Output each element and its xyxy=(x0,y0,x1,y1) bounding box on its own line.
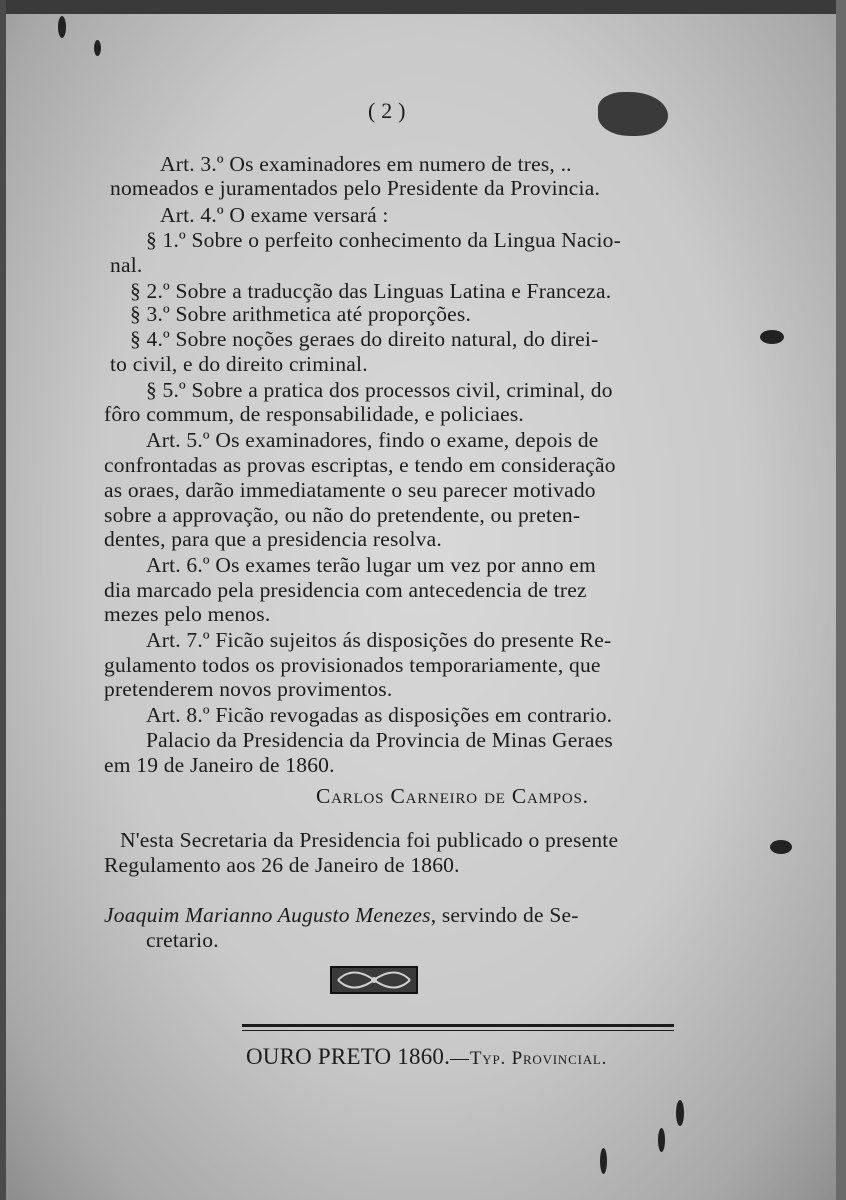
text-line: § 5.º Sobre a pratica dos processos civil, criminal, do xyxy=(146,378,613,402)
ink-blot xyxy=(94,40,101,56)
text-line: § 2.º Sobre a traducção das Linguas Latina e Franceza. xyxy=(130,279,612,303)
ink-blot xyxy=(600,1148,607,1174)
publication-line: Regulamento aos 26 de Janeiro de 1860. xyxy=(104,853,460,877)
secretary-name: Joaquim Marianno Augusto Menezes xyxy=(104,903,431,927)
text-line: nomeados e juramentados pelo Presidente da Provincia. xyxy=(110,176,601,200)
text-line: Art. 3.º Os examinadores em numero de tres, .. xyxy=(160,152,572,176)
scan-right-edge xyxy=(836,0,846,1200)
text-line: nal. xyxy=(110,253,143,277)
ink-blot xyxy=(658,1128,665,1152)
text-line: to civil, e do direito criminal. xyxy=(110,352,368,376)
text-line: fôro commum, de responsabilidade, e policiaes. xyxy=(104,402,524,426)
text-line: dentes, para que a presidencia resolva. xyxy=(104,527,442,551)
double-rule-bottom xyxy=(242,1030,674,1031)
double-rule-top xyxy=(242,1024,674,1027)
text-line: em 19 de Janeiro de 1860. xyxy=(104,753,335,777)
text-line: Art. 8.º Ficão revogadas as disposições em contrario. xyxy=(146,703,613,727)
text-line: Art. 6.º Os exames terão lugar um vez por anno em xyxy=(146,553,596,577)
scan-top-edge xyxy=(0,0,846,14)
printer-ornament xyxy=(330,966,418,994)
text-line: sobre a approvação, ou não do pretendente, ou preten- xyxy=(104,503,581,527)
text-line: dia marcado pela presidencia com antecedencia de trez xyxy=(104,578,587,602)
text-line: Palacio da Presidencia da Provincia de Minas Geraes xyxy=(146,728,613,752)
text-line: mezes pelo menos. xyxy=(104,602,271,626)
text-line: gulamento todos os provisionados temporariamente, que xyxy=(104,653,601,677)
secretary-role: , servindo de Se- xyxy=(430,903,579,927)
imprint-place-year: OURO PRETO 1860. xyxy=(246,1044,451,1069)
publication-line: N'esta Secretaria da Presidencia foi publicado o presente xyxy=(120,828,619,852)
secretary-line xyxy=(104,903,579,928)
text-line: Art. 7.º Ficão sujeitos ás disposições do presente Re- xyxy=(146,628,612,652)
imprint xyxy=(246,1044,607,1070)
secretary-role-continued: cretario. xyxy=(146,928,219,952)
page-number: ( 2 ) xyxy=(368,98,406,123)
text-line: § 4.º Sobre noções geraes do direito natural, do direi- xyxy=(130,327,599,351)
text-line: Art. 4.º O exame versará : xyxy=(160,203,389,227)
signature: Carlos Carneiro de Campos. xyxy=(316,784,589,808)
text-line: § 1.º Sobre o perfeito conhecimento da Lingua Nacio- xyxy=(146,228,621,252)
scan-left-edge xyxy=(0,0,6,1200)
text-line: confrontadas as provas escriptas, e tendo em consideração xyxy=(104,453,616,477)
text-line: as oraes, darão immediatamente o seu parecer motivado xyxy=(104,478,596,502)
text-line: Art. 5.º Os examinadores, findo o exame, depois de xyxy=(146,428,599,452)
ink-blot xyxy=(58,16,66,38)
text-line: pretenderem novos provimentos. xyxy=(104,677,393,701)
ink-blot xyxy=(760,330,784,344)
imprint-printer: —Typ. Provincial. xyxy=(450,1048,608,1069)
ink-blot xyxy=(598,92,668,136)
text-line: § 3.º Sobre arithmetica até proporções. xyxy=(130,302,472,326)
ink-blot xyxy=(770,840,792,854)
ink-blot xyxy=(676,1100,684,1126)
